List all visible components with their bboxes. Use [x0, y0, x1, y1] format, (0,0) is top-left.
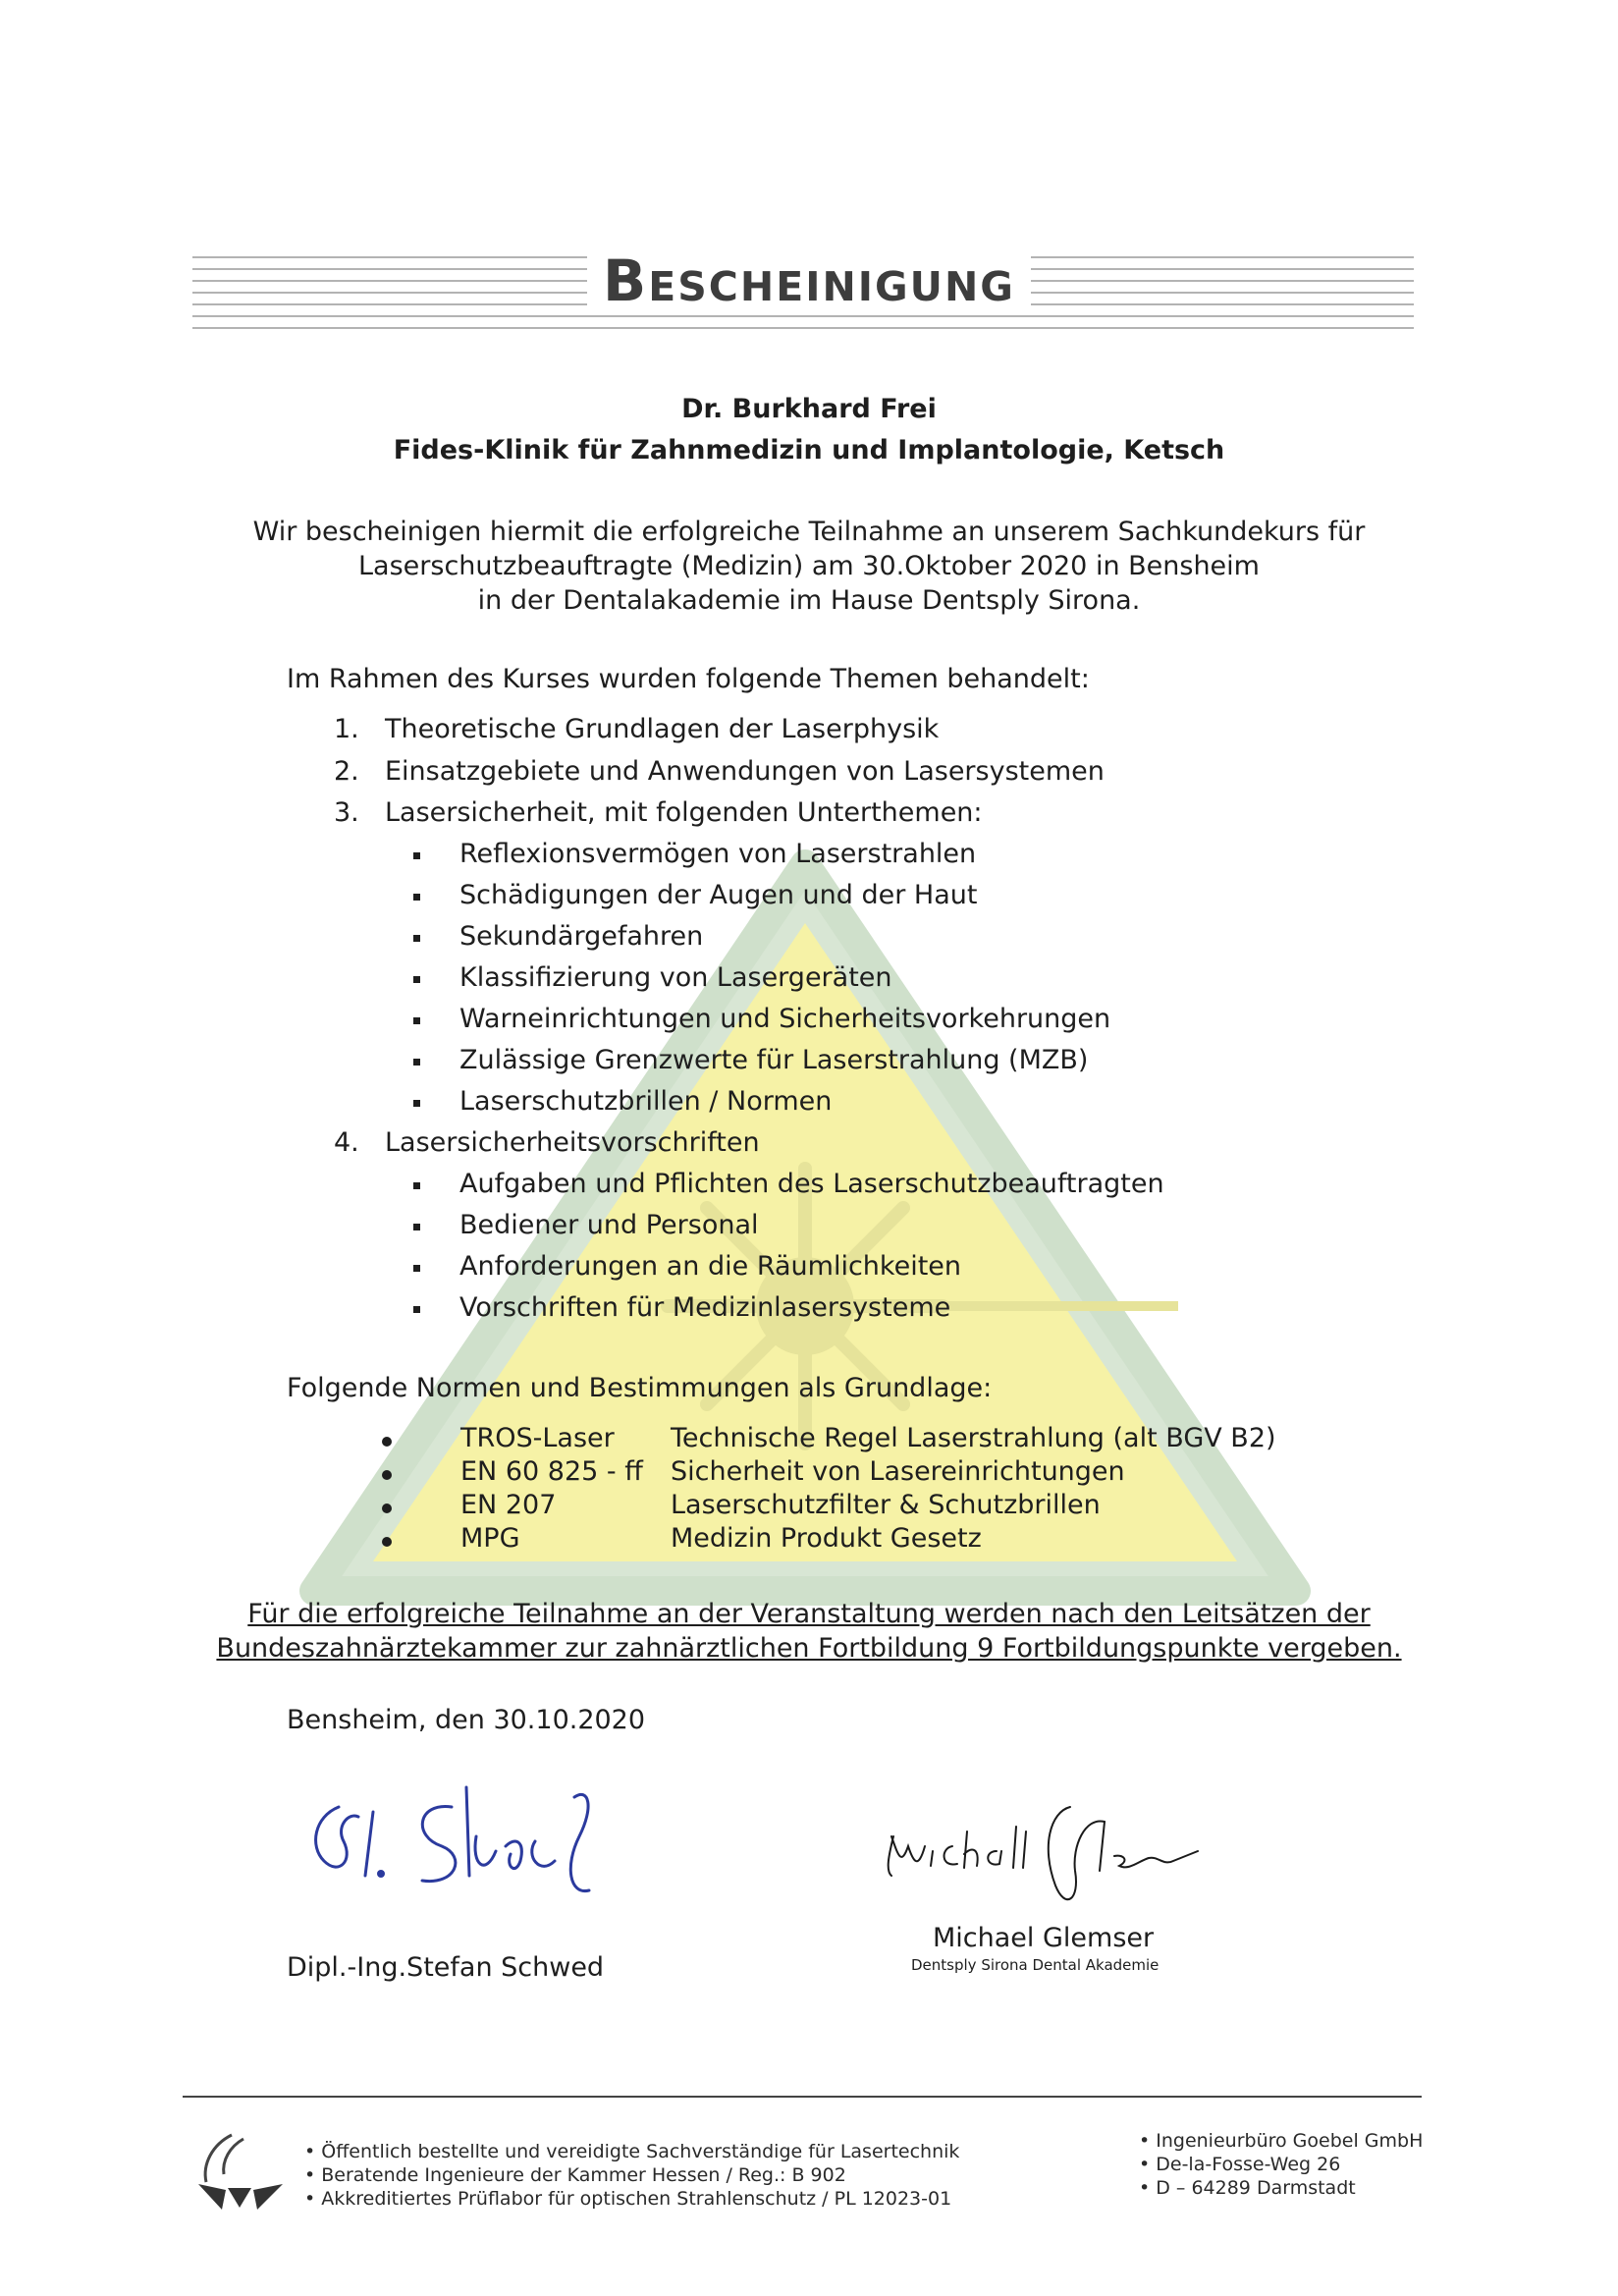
footer-address [1139, 2129, 1423, 2200]
norm-code: MPG [460, 1523, 520, 1554]
norm-code: EN 60 825 - ff [460, 1456, 643, 1487]
square-bullet-icon [413, 1182, 420, 1189]
left-signatory-name: Dipl.-Ing.Stefan Schwed [287, 1952, 605, 1983]
topic-number: 4. [334, 1127, 359, 1158]
cme-points-notice: Bundeszahnärztekammer zur zahnärztlichen Fortbildung 9 Fortbildungspunkte vergeben. [216, 1633, 1402, 1664]
subtopic-item: Schädigungen der Augen und der Haut [459, 880, 978, 910]
square-bullet-icon [413, 852, 420, 859]
norm-description: Technische Regel Laserstrahlung (alt BGV B2) [671, 1423, 1276, 1453]
topic-text: Theoretische Grundlagen der Laserphysik [385, 714, 940, 744]
square-bullet-icon [413, 1224, 420, 1230]
footer-line: • De-la-Fosse-Weg 26 [1139, 2154, 1341, 2175]
subtopic-item: Klassifizierung von Lasergeräten [459, 962, 892, 993]
square-bullet-icon [413, 1059, 420, 1066]
footer-line: • Öffentlich bestellte und vereidigte Sachverständige für Lasertechnik [304, 2141, 960, 2162]
norm-description: Laserschutzfilter & Schutzbrillen [671, 1490, 1101, 1520]
recipient-clinic: Fides-Klinik für Zahnmedizin und Implantologie, Ketsch [393, 435, 1225, 465]
square-bullet-icon [413, 1100, 420, 1107]
round-bullet-icon [382, 1470, 392, 1480]
topics-heading: Im Rahmen des Kurses wurden folgende Themen behandelt: [287, 664, 1090, 694]
topic-number: 1. [334, 714, 359, 744]
norms-heading: Folgende Normen und Bestimmungen als Grundlage: [287, 1373, 993, 1403]
round-bullet-icon [382, 1437, 392, 1447]
topic-text: Einsatzgebiete und Anwendungen von Lasersystemen [385, 756, 1105, 787]
square-bullet-icon [413, 894, 420, 901]
topic-number: 3. [334, 797, 359, 828]
subtopic-item: Sekundärgefahren [459, 921, 704, 952]
footer-line: • Beratende Ingenieure der Kammer Hessen / Reg.: B 902 [304, 2164, 846, 2186]
subtopic-item: Anforderungen an die Räumlichkeiten [459, 1251, 962, 1282]
subtopic-item: Aufgaben und Pflichten des Laserschutzbeauftragten [459, 1169, 1164, 1199]
square-bullet-icon [413, 976, 420, 983]
intro-line: Laserschutzbeauftragte (Medizin) am 30.Oktober 2020 in Bensheim [358, 551, 1260, 581]
left-signature-icon [295, 1768, 628, 1915]
right-signature-icon [864, 1777, 1217, 1925]
square-bullet-icon [413, 1306, 420, 1313]
topic-number: 2. [334, 756, 359, 787]
square-bullet-icon [413, 935, 420, 942]
subtopic-item: Bediener und Personal [459, 1210, 759, 1240]
footer-line: • D – 64289 Darmstadt [1139, 2177, 1356, 2199]
right-signatory-name: Michael Glemser [933, 1923, 1155, 1953]
subtopic-item: Warneinrichtungen und Sicherheitsvorkehrungen [459, 1004, 1111, 1034]
footer-line: • Akkreditiertes Prüflabor für optischen Strahlenschutz / PL 12023-01 [304, 2188, 952, 2210]
company-logo-icon [192, 2125, 287, 2212]
intro-line: in der Dentalakademie im Hause Dentsply Sirona. [477, 585, 1141, 616]
place-date: Bensheim, den 30.10.2020 [287, 1705, 646, 1735]
footer-line: • Ingenieurbüro Goebel GmbH [1139, 2130, 1424, 2152]
square-bullet-icon [413, 1265, 420, 1272]
square-bullet-icon [413, 1017, 420, 1024]
norm-code: EN 207 [460, 1490, 557, 1520]
subtopic-item: Reflexionsvermögen von Laserstrahlen [459, 839, 977, 869]
subtopic-item: Vorschriften für Medizinlasersysteme [459, 1292, 951, 1323]
round-bullet-icon [382, 1503, 392, 1513]
footer-credentials [304, 2140, 959, 2211]
intro-line: Wir bescheinigen hiermit die erfolgreiche Teilnahme an unserem Sachkundekurs für [252, 517, 1366, 547]
topic-text: Lasersicherheitsvorschriften [385, 1127, 760, 1158]
subtopic-item: Laserschutzbrillen / Normen [459, 1086, 833, 1117]
recipient-name: Dr. Burkhard Frei [681, 394, 937, 424]
document-title: Bescheinigung [0, 247, 1618, 314]
footer-divider [183, 2096, 1422, 2098]
subtopic-item: Zulässige Grenzwerte für Laserstrahlung (MZB) [459, 1045, 1089, 1075]
norm-code: TROS-Laser [460, 1423, 615, 1453]
cme-points-notice: Für die erfolgreiche Teilnahme an der Veranstaltung werden nach den Leitsätzen der [247, 1599, 1371, 1629]
round-bullet-icon [382, 1537, 392, 1547]
norm-description: Medizin Produkt Gesetz [671, 1523, 982, 1554]
topic-text: Lasersicherheit, mit folgenden Unterthemen: [385, 797, 983, 828]
norm-description: Sicherheit von Lasereinrichtungen [671, 1456, 1125, 1487]
right-signatory-org: Dentsply Sirona Dental Akademie [911, 1956, 1160, 1974]
